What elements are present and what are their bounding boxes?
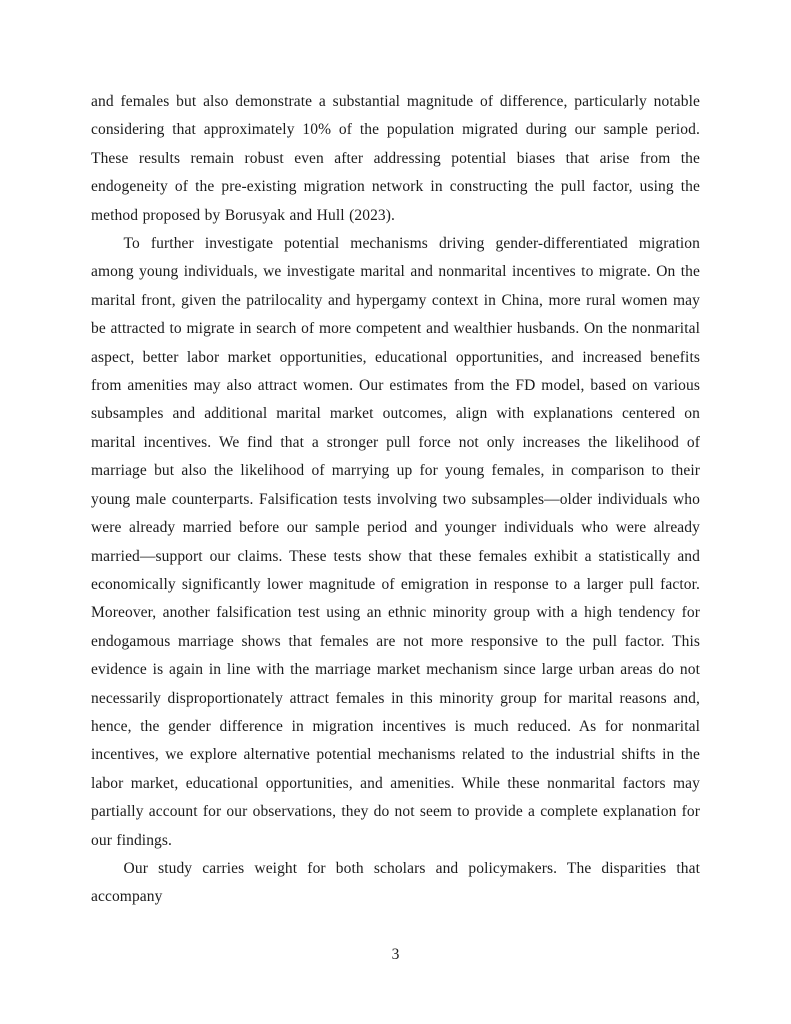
- text-block: [91, 88, 700, 912]
- paragraph-continuation: and females but also demonstrate a substantial magnitude of difference, particularly notable considering that approximately 10% of the population migrated during our sample period. These results remain robust even after addressing potential biases that arise from the endogeneity of the pre-existing migration network in constructing the pull factor, using the method proposed by Borusyak and Hull (2023).: [91, 93, 700, 224]
- paragraph-implications: Our study carries weight for both scholars and policymakers. The disparities that accompany: [91, 859, 700, 906]
- paragraph-mechanisms: To further investigate potential mechanisms driving gender-differentiated migration among young individuals, we investigate marital and nonmarital incentives to migrate. On the marital front, given the patrilocality and hypergamy context in China, more rural women may be attracted to migrate in search of more competent and wealthier husbands. On the nonmarital aspect, better labor market opportunities, educational opportunities, and increased benefits from amenities may also attract women. Our estimates from the FD model, based on various subsamples and additional marital market outcomes, align with explanations centered on marital incentives. We find that a stronger pull force not only increases the likelihood of marriage but also the likelihood of marrying up for young females, in comparison to their young male counterparts. Falsification tests involving two subsamples—older individuals who were already married before our sample period and younger individuals who were already married—support our claims. These tests show that these females exhibit a statistically and economically significantly lower magnitude of emigration in response to a larger pull factor. Moreover, another falsification test using an ethnic minority group with a high tendency for endogamous marriage shows that females are not more responsive to the pull factor. This evidence is again in line with the marriage market mechanism since large urban areas do not necessarily disproportionately attract females in this minority group for marital reasons and, hence, the gender difference in migration incentives is much reduced. As for nonmarital incentives, we explore alternative potential mechanisms related to the industrial shifts in the labor market, educational opportunities, and amenities. While these nonmarital factors may partially account for our observations, they do not seem to provide a complete explanation for our findings.: [91, 235, 700, 849]
- page-number: 3: [391, 945, 400, 963]
